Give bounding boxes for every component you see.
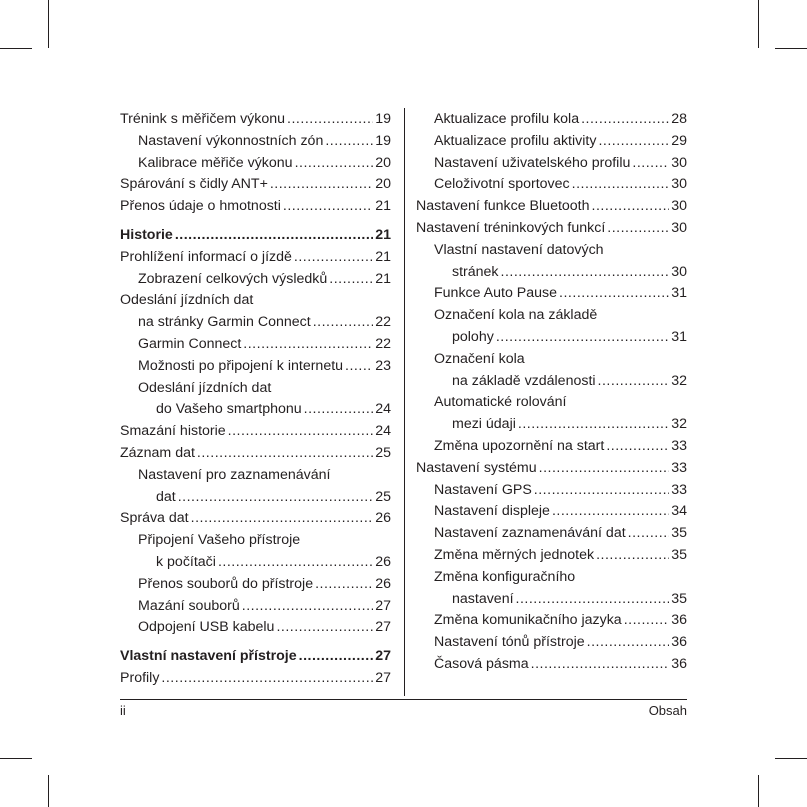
toc-entry[interactable] — [416, 458, 687, 480]
toc-entry-page: 29 — [671, 132, 687, 149]
toc-entry-title-line: Odeslání jízdních dat — [138, 379, 272, 396]
toc-left-column — [120, 109, 391, 690]
dot-leader — [313, 312, 374, 334]
toc-entry-title: Záznam dat — [120, 444, 195, 461]
dot-leader — [161, 668, 373, 690]
toc-entry-title: Nastavení displeje — [434, 503, 550, 520]
toc-entry-title: Změna komunikačního jazyka — [434, 612, 622, 629]
dot-leader — [295, 153, 374, 175]
toc-entry[interactable] — [120, 646, 391, 668]
toc-entry[interactable] — [120, 225, 391, 247]
dot-leader — [632, 153, 669, 175]
toc-entry-page: 27 — [375, 597, 391, 614]
toc-entry-page: 35 — [671, 525, 687, 542]
dot-leader — [345, 356, 373, 378]
toc-entry-page: 21 — [375, 198, 391, 215]
toc-entry[interactable] — [120, 421, 391, 443]
toc-entry-title: Nastavení tréninkových funkcí — [416, 219, 606, 236]
toc-entry[interactable] — [416, 262, 687, 284]
toc-entry-title: stránek — [452, 263, 499, 280]
toc-entry[interactable] — [416, 610, 687, 632]
toc-entry-page: 21 — [375, 270, 391, 287]
toc-entry-title: na stránky Garmin Connect — [138, 314, 311, 331]
toc-entry-page: 25 — [375, 488, 391, 505]
toc-entry-page: 26 — [375, 575, 391, 592]
toc-entry-title: Spárování s čidly ANT+ — [120, 176, 268, 193]
dot-leader — [572, 174, 670, 196]
toc-entry-page: 30 — [671, 154, 687, 171]
toc-entry-title: Nastavení zaznamenávání dat — [434, 525, 626, 542]
toc-entry-title: Zobrazení celkových výsledků — [138, 270, 328, 287]
dot-leader — [304, 399, 374, 421]
toc-entry-page: 31 — [671, 328, 687, 345]
dot-leader — [501, 262, 670, 284]
toc-entry-page: 19 — [375, 111, 391, 127]
toc-entry-page: 30 — [671, 263, 687, 280]
toc-entry-page: 33 — [671, 481, 687, 498]
toc-entry-title: Kalibrace měřiče výkonu — [138, 154, 293, 171]
toc-entry-title: Změna upozornění na start — [434, 437, 605, 454]
toc-entry-title-line: Vlastní nastavení datových — [434, 241, 604, 258]
toc-entry[interactable] — [416, 654, 687, 676]
toc-entry-page: 30 — [671, 176, 687, 193]
toc-entry-title: Nastavení systému — [416, 459, 537, 476]
toc-entry[interactable] — [120, 552, 391, 574]
toc-entry-page: 32 — [671, 416, 687, 433]
toc-entry-title: Garmin Connect — [138, 335, 242, 352]
toc-entry-title-line: Označení kola na základě — [434, 307, 598, 324]
toc-entry-page: 21 — [375, 226, 391, 243]
toc-entry-page: 34 — [671, 503, 687, 520]
toc-entry[interactable] — [120, 443, 391, 465]
toc-entry-title: Mazání souborů — [138, 597, 240, 614]
toc-entry-page: 20 — [375, 154, 391, 171]
toc-entry[interactable] — [416, 632, 687, 654]
crop-mark — [0, 48, 32, 49]
dot-leader — [596, 545, 669, 567]
toc-entry-page: 24 — [375, 401, 391, 418]
toc-entry-title: Přenos údaje o hmotnosti — [120, 198, 281, 215]
toc-entry-page: 20 — [375, 176, 391, 193]
toc-entry[interactable] — [120, 131, 391, 153]
dot-leader — [496, 327, 669, 349]
toc-entry[interactable] — [416, 283, 687, 305]
toc-entry-page: 35 — [671, 590, 687, 607]
toc-entry[interactable] — [120, 399, 391, 421]
dot-leader — [315, 574, 373, 596]
dot-leader — [178, 487, 373, 509]
dot-leader — [218, 552, 373, 574]
toc-entry-title: Nastavení funkce Bluetooth — [416, 198, 590, 215]
toc-entry[interactable] — [416, 436, 687, 458]
toc-entry-title: Nastavení GPS — [434, 481, 532, 498]
toc-entry[interactable] — [416, 589, 687, 611]
toc-entry-page: 26 — [375, 553, 391, 570]
page-number: ii — [120, 703, 126, 718]
dot-leader — [329, 269, 373, 291]
toc-entry-page: 27 — [375, 669, 391, 686]
dot-leader — [581, 109, 669, 131]
footer-rule — [120, 699, 687, 700]
toc-entry-title: Nastavení výkonnostních zón — [138, 132, 324, 149]
toc-entry-title: Trénink s měřičem výkonu — [120, 111, 286, 127]
toc-entry[interactable] — [120, 174, 391, 196]
toc-entry-title: na základě vzdálenosti — [452, 372, 596, 389]
toc-entry-page: 24 — [375, 423, 391, 440]
toc-entry-title-line: Nastavení pro zaznamenávání — [138, 466, 331, 483]
dot-leader — [587, 632, 670, 654]
dot-leader — [598, 371, 670, 393]
crop-mark — [775, 758, 807, 759]
toc-entry[interactable] — [416, 218, 687, 240]
toc-entry[interactable] — [120, 356, 391, 378]
toc-entry[interactable] — [416, 109, 687, 131]
column-divider — [404, 108, 405, 696]
toc-entry[interactable] — [120, 153, 391, 175]
toc-entry-title: Prohlížení informací o jízdě — [120, 248, 292, 265]
dot-leader — [228, 421, 374, 443]
toc-entry[interactable] — [120, 312, 391, 334]
toc-entry[interactable] — [120, 334, 391, 356]
dot-leader — [607, 218, 669, 240]
dot-leader — [294, 247, 373, 269]
toc-entry[interactable] — [120, 109, 391, 131]
dot-leader — [270, 174, 373, 196]
toc-entry-page: 23 — [375, 357, 391, 374]
toc-entry-title: Funkce Auto Pause — [434, 285, 558, 302]
crop-mark — [48, 0, 49, 48]
toc-entry-title: Aktualizace profilu kola — [434, 111, 580, 127]
toc-entry-page: 36 — [671, 655, 687, 672]
crop-mark — [0, 758, 32, 759]
dot-leader — [191, 508, 374, 530]
toc-entry[interactable] — [120, 668, 391, 690]
dot-leader — [516, 589, 670, 611]
toc-entry[interactable] — [120, 508, 391, 530]
toc-entry-page: 27 — [375, 619, 391, 636]
toc-entry-page: 21 — [375, 248, 391, 265]
toc-entry-page: 28 — [671, 111, 687, 127]
toc-entry[interactable] — [416, 153, 687, 175]
toc-entry-title: Časová pásma — [434, 655, 529, 672]
toc-entry[interactable] — [120, 596, 391, 618]
section-name: Obsah — [648, 703, 687, 718]
crop-mark — [48, 775, 49, 807]
toc-entry[interactable] — [416, 545, 687, 567]
toc-entry-page: 33 — [671, 459, 687, 476]
toc-entry-title: Historie — [120, 226, 173, 243]
toc-entry-title: Přenos souborů do přístroje — [138, 575, 314, 592]
dot-leader — [628, 523, 670, 545]
toc-entry-title: k počítači — [156, 553, 216, 570]
toc-entry-page: 36 — [671, 634, 687, 651]
dot-leader — [531, 654, 670, 676]
toc-entry-title: Aktualizace profilu aktivity — [434, 132, 597, 149]
toc-entry-page: 30 — [671, 198, 687, 215]
toc-entry-title-line: Připojení Vašeho přístroje — [138, 532, 301, 549]
toc-entry-title: dat — [156, 488, 176, 505]
toc-entry[interactable] — [416, 480, 687, 502]
dot-leader — [283, 196, 373, 218]
toc-entry-title: Profily — [120, 669, 160, 686]
toc-entry-title: Nastavení tónů přístroje — [434, 634, 585, 651]
toc-entry[interactable] — [120, 196, 391, 218]
crop-mark — [758, 775, 759, 807]
toc-entry-title: mezi údaji — [452, 416, 516, 433]
toc-entry-page: 22 — [375, 335, 391, 352]
toc-entry-title: Vlastní nastavení přístroje — [120, 648, 297, 665]
toc-entry-page: 26 — [375, 510, 391, 527]
toc-entry-title: Správa dat — [120, 510, 189, 527]
dot-leader — [242, 596, 373, 618]
toc-entry[interactable] — [416, 196, 687, 218]
toc-entry[interactable] — [416, 131, 687, 153]
crop-mark — [775, 48, 807, 49]
dot-leader — [325, 131, 373, 153]
toc-entry-title-line: Odeslání jízdních dat — [120, 292, 254, 309]
dot-leader — [592, 196, 670, 218]
toc-entry-page: 30 — [671, 219, 687, 236]
dot-leader — [276, 617, 373, 639]
toc-entry-page: 19 — [375, 132, 391, 149]
toc-entry-title: Smazání historie — [120, 423, 226, 440]
dot-leader — [175, 225, 373, 247]
toc-entry-title: Celoživotní sportovec — [434, 176, 570, 193]
toc-entry-title: Změna měrných jednotek — [434, 546, 595, 563]
dot-leader — [624, 610, 670, 632]
toc-entry-page: 27 — [375, 648, 391, 665]
toc-entry-page: 25 — [375, 444, 391, 461]
toc-entry[interactable] — [416, 414, 687, 436]
dot-leader — [518, 414, 669, 436]
dot-leader — [299, 646, 374, 668]
toc-entry-title: Možnosti po připojení k internetu — [138, 357, 344, 374]
dot-leader — [598, 131, 669, 153]
toc-entry[interactable] — [120, 617, 391, 639]
dot-leader — [197, 443, 373, 465]
dot-leader — [552, 501, 669, 523]
toc-entry-page: 22 — [375, 314, 391, 331]
toc-entry-page: 36 — [671, 612, 687, 629]
toc-entry-title: do Vašeho smartphonu — [156, 401, 302, 418]
toc-entry-title-line: Označení kola — [434, 350, 525, 367]
toc-entry-title: Nastavení uživatelského profilu — [434, 154, 631, 171]
toc-entry[interactable] — [120, 247, 391, 269]
toc-entry-title-line: Změna konfiguračního — [434, 568, 576, 585]
toc-entry-title: nastavení — [452, 590, 514, 607]
dot-leader — [534, 480, 669, 502]
dot-leader — [287, 109, 373, 131]
toc-entry-page: 32 — [671, 372, 687, 389]
toc-entry[interactable] — [416, 523, 687, 545]
toc-entry-title: Odpojení USB kabelu — [138, 619, 275, 636]
toc-entry[interactable] — [120, 487, 391, 509]
toc-entry-page: 35 — [671, 546, 687, 563]
toc-entry-page: 33 — [671, 437, 687, 454]
toc-right-column — [416, 109, 687, 676]
toc-entry-title-line: Automatické rolování — [434, 394, 567, 411]
toc-entry-title: polohy — [452, 328, 494, 345]
dot-leader — [559, 283, 669, 305]
toc-entry[interactable] — [120, 574, 391, 596]
dot-leader — [606, 436, 669, 458]
toc-entry[interactable] — [416, 174, 687, 196]
toc-entry[interactable] — [120, 269, 391, 291]
toc-entry-page: 31 — [671, 285, 687, 302]
toc-entry[interactable] — [416, 327, 687, 349]
toc-entry[interactable] — [416, 371, 687, 393]
dot-leader — [243, 334, 373, 356]
toc-entry[interactable] — [416, 501, 687, 523]
dot-leader — [539, 458, 670, 480]
crop-mark — [758, 0, 759, 48]
